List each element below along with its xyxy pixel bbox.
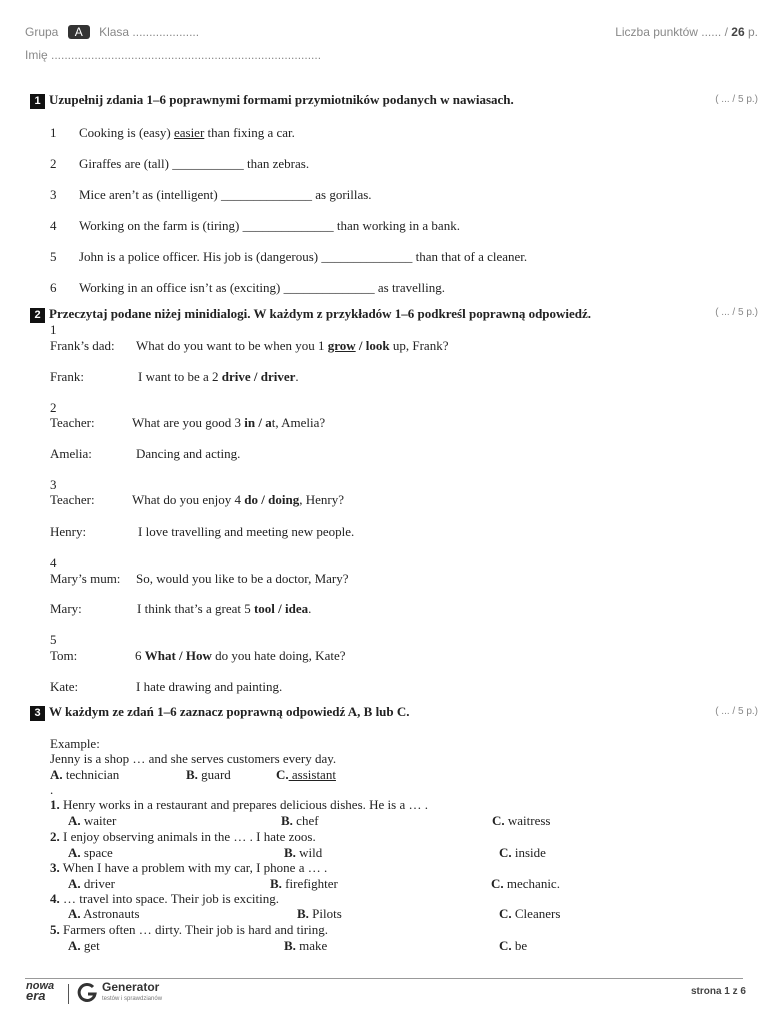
- option-text: mechanic.: [503, 876, 560, 891]
- dialogue-3-speaker-2: Henry:: [50, 524, 87, 539]
- points-total: 26: [731, 25, 745, 39]
- example-label: Example:: [50, 736, 100, 751]
- option-letter: C.: [499, 906, 512, 921]
- task1-item-4: 4: [50, 218, 57, 233]
- dialogue-4-line-1: So, would you like to be a doctor, Mary?: [136, 571, 349, 586]
- line-text: .: [295, 369, 299, 384]
- dialogue-1-line-1: [136, 338, 448, 354]
- task1-item-6: 6: [50, 280, 57, 295]
- item-number: 1: [50, 125, 57, 140]
- task1-number: 1: [30, 94, 45, 109]
- header-points: [615, 25, 758, 39]
- question-5: [50, 922, 328, 938]
- line-text: 6: [135, 648, 145, 663]
- task1-item-3: 3: [50, 187, 57, 202]
- dialogue-1-line-2: [138, 369, 299, 385]
- task1-points: ( ... / 5 p.): [715, 94, 758, 105]
- option-text: chef: [292, 813, 319, 828]
- dialogue-3-speaker-1: Teacher:: [50, 492, 95, 507]
- task1-item-5-text[interactable]: John is a police officer. His job is (dangerous) ______________ than that of a cleaner.: [79, 249, 528, 264]
- generator-title: Generator: [102, 980, 160, 994]
- question-1-option-b[interactable]: [281, 813, 319, 829]
- question-text: … travel into space. Their job is exciting.: [59, 891, 280, 906]
- sentence-part: Cooking is (easy): [79, 125, 174, 140]
- task3-heading: [30, 704, 410, 721]
- option-letter: B.: [297, 906, 309, 921]
- generator-logo: [102, 981, 162, 1005]
- task1-title: Uzupełnij zdania 1–6 poprawnymi formami przymiotników podanych w nawiasach.: [49, 92, 514, 107]
- dialogue-2-line-1: [132, 415, 325, 431]
- sentence-part: than fixing a car.: [204, 125, 295, 140]
- option-letter: A.: [68, 845, 81, 860]
- option-letter: B.: [284, 938, 296, 953]
- dialogue-1-speaker-1: Frank’s dad:: [50, 338, 115, 353]
- option-letter: B.: [284, 845, 296, 860]
- question-number: 3.: [50, 860, 60, 875]
- option-text: Cleaners: [511, 906, 561, 921]
- dialogue-2-number: 2: [50, 400, 57, 415]
- group-badge: A: [68, 25, 90, 39]
- question-2-option-c[interactable]: [499, 845, 546, 861]
- task1-item-1-text: [79, 125, 295, 141]
- dialogue-1-speaker-2: Frank:: [50, 369, 84, 384]
- question-3-option-b[interactable]: [270, 876, 338, 892]
- option-text-correct: assistant: [288, 767, 336, 782]
- task2-title: Przeczytaj podane niżej minidialogi. W każdym z przykładów 1–6 podkreśl poprawną odpowiedź.: [49, 306, 592, 321]
- option-text: waitress: [504, 813, 551, 828]
- question-4: [50, 891, 279, 907]
- options[interactable]: in / a: [244, 415, 272, 430]
- dialogue-1-number: 1: [50, 322, 57, 337]
- group-label: Grupa: [25, 25, 59, 39]
- option-look[interactable]: look: [365, 338, 390, 353]
- page-number: strona 1 z 6: [690, 986, 746, 997]
- dialogue-3-line-1: [132, 492, 344, 508]
- points-suffix: p.: [747, 25, 758, 39]
- options[interactable]: tool / idea: [253, 601, 309, 616]
- option-text: firefighter: [281, 876, 338, 891]
- question-text: Henry works in a restaurant and prepares delicious dishes. He is a … .: [59, 797, 428, 812]
- option-letter: C.: [276, 767, 289, 782]
- nowa-era-logo: [26, 981, 54, 1001]
- task2-points: ( ... / 5 p.): [715, 307, 758, 318]
- option-grow[interactable]: grow: [327, 338, 356, 353]
- option-text: driver: [80, 876, 115, 891]
- task1-item-1: [50, 125, 57, 141]
- task1-item-4-text[interactable]: Working on the farm is (tiring) ______________ than working in a bank.: [79, 218, 460, 233]
- dialogue-3-number: 3: [50, 477, 57, 492]
- question-number: 1.: [50, 797, 60, 812]
- points-label: Liczba punktów ...... /: [615, 25, 728, 39]
- option-text: be: [511, 938, 528, 953]
- line-text: I want to be a 2: [138, 369, 222, 384]
- option-text: Astronauts: [80, 906, 140, 921]
- option-text: wild: [295, 845, 323, 860]
- option-text: inside: [511, 845, 546, 860]
- example-option-b: [186, 767, 231, 783]
- question-2-option-b[interactable]: [284, 845, 322, 861]
- logo-text-top: nowa: [26, 980, 55, 992]
- option-text: waiter: [80, 813, 117, 828]
- dialogue-4-line-2: [137, 601, 311, 617]
- task1-item-6-text[interactable]: Working in an office isn’t as (exciting) ______________ as travelling.: [79, 280, 446, 295]
- task3-number: 3: [30, 706, 45, 721]
- question-text: I enjoy observing animals in the … . I hate zoos.: [59, 829, 316, 844]
- line-text: , Henry?: [299, 492, 344, 507]
- task3-title: W każdym ze zdań 1–6 zaznacz poprawną odpowiedź A, B lub C.: [49, 704, 410, 719]
- question-number: 4.: [50, 891, 60, 906]
- dialogue-4-number: 4: [50, 555, 57, 570]
- task2-number: 2: [30, 308, 45, 323]
- option-letter: C.: [499, 845, 512, 860]
- logo-text-bottom: era: [26, 988, 46, 1003]
- dialogue-3-line-2: I love travelling and meeting new people.: [138, 524, 355, 539]
- question-number: 5.: [50, 922, 60, 937]
- question-1-option-c[interactable]: [492, 813, 551, 829]
- question-text: Farmers often … dirty. Their job is hard and tiring.: [59, 922, 329, 937]
- task2-heading: [30, 306, 591, 323]
- dialogue-4-speaker-2: Mary:: [50, 601, 82, 616]
- line-text: What do you want to be when you 1: [136, 338, 328, 353]
- footer-divider: [25, 978, 743, 979]
- example-option-a: [50, 767, 119, 783]
- question-3: [50, 860, 327, 876]
- option-letter: C.: [491, 876, 504, 891]
- question-number: 2.: [50, 829, 60, 844]
- option-letter: A.: [68, 938, 81, 953]
- example-option-c: [276, 767, 336, 783]
- question-5-option-a[interactable]: [68, 938, 100, 954]
- option-text: space: [80, 845, 113, 860]
- dialogue-2-speaker-1: Teacher:: [50, 415, 95, 430]
- header-group: [25, 25, 199, 39]
- name-field[interactable]: Imię .................................................................................: [25, 48, 322, 62]
- option-text: Pilots: [308, 906, 342, 921]
- option-letter: B.: [281, 813, 293, 828]
- dialogue-5-line-1: [135, 648, 346, 664]
- task1-item-2-text[interactable]: Giraffes are (tall) ___________ than zebras.: [79, 156, 310, 171]
- dialogue-5-line-2: I hate drawing and painting.: [136, 679, 283, 694]
- option-text: make: [295, 938, 328, 953]
- question-4-option-b[interactable]: [297, 906, 342, 922]
- question-1: [50, 797, 428, 813]
- question-2: [50, 829, 316, 845]
- option-letter: A.: [68, 813, 81, 828]
- dialogue-5-speaker-1: Tom:: [50, 648, 78, 663]
- option-letter: A.: [50, 767, 63, 782]
- task1-item-3-text[interactable]: Mice aren’t as (intelligent) ______________ as gorillas.: [79, 187, 372, 202]
- task1-item-2: 2: [50, 156, 57, 171]
- question-4-option-c[interactable]: [499, 906, 560, 922]
- option-letter: C.: [492, 813, 505, 828]
- question-text: When I have a problem with my car, I phone a … .: [59, 860, 328, 875]
- question-3-option-c[interactable]: [491, 876, 560, 892]
- question-1-option-a[interactable]: [68, 813, 116, 829]
- options[interactable]: do / doing: [244, 492, 300, 507]
- question-2-option-a[interactable]: [68, 845, 113, 861]
- logo-separator: [68, 984, 69, 1004]
- dialogue-2-speaker-2: Amelia:: [50, 446, 92, 461]
- example-answer: easier: [173, 125, 205, 140]
- line-text: do you hate doing, Kate?: [211, 648, 346, 663]
- line-text: What do you enjoy 4: [132, 492, 245, 507]
- option-letter: B.: [186, 767, 198, 782]
- option-text: guard: [197, 767, 231, 782]
- generator-subtitle: testów i sprawdzianów: [102, 996, 163, 1002]
- line-text: What are you good 3: [132, 415, 245, 430]
- task1-heading: [30, 92, 514, 109]
- line-text: I think that’s a great 5: [137, 601, 254, 616]
- question-4-option-a[interactable]: [68, 906, 140, 922]
- task3-points: ( ... / 5 p.): [715, 706, 758, 717]
- question-5-option-b[interactable]: [284, 938, 327, 954]
- question-5-option-c[interactable]: [499, 938, 527, 954]
- option-text: technician: [62, 767, 120, 782]
- option-letter: A.: [68, 876, 81, 891]
- dialogue-2-line-2: Dancing and acting.: [136, 446, 241, 461]
- option-letter: B.: [270, 876, 282, 891]
- dialogue-5-speaker-2: Kate:: [50, 679, 79, 694]
- option-separator: /: [355, 338, 366, 353]
- line-text: .: [308, 601, 312, 616]
- example-dot: .: [50, 782, 54, 797]
- generator-g-icon: [76, 982, 98, 1004]
- line-text: up, Frank?: [389, 338, 449, 353]
- class-field[interactable]: Klasa ....................: [99, 25, 200, 39]
- options[interactable]: drive / driver: [221, 369, 296, 384]
- task1-item-5: 5: [50, 249, 57, 264]
- option-letter: A.: [68, 906, 81, 921]
- options[interactable]: What / How: [144, 648, 212, 663]
- option-letter: C.: [499, 938, 512, 953]
- example-sentence: Jenny is a shop … and she serves customers every day.: [50, 751, 337, 766]
- option-text: get: [80, 938, 100, 953]
- dialogue-5-number: 5: [50, 632, 57, 647]
- question-3-option-a[interactable]: [68, 876, 115, 892]
- line-text: t, Amelia?: [271, 415, 326, 430]
- dialogue-4-speaker-1: Mary’s mum:: [50, 571, 121, 586]
